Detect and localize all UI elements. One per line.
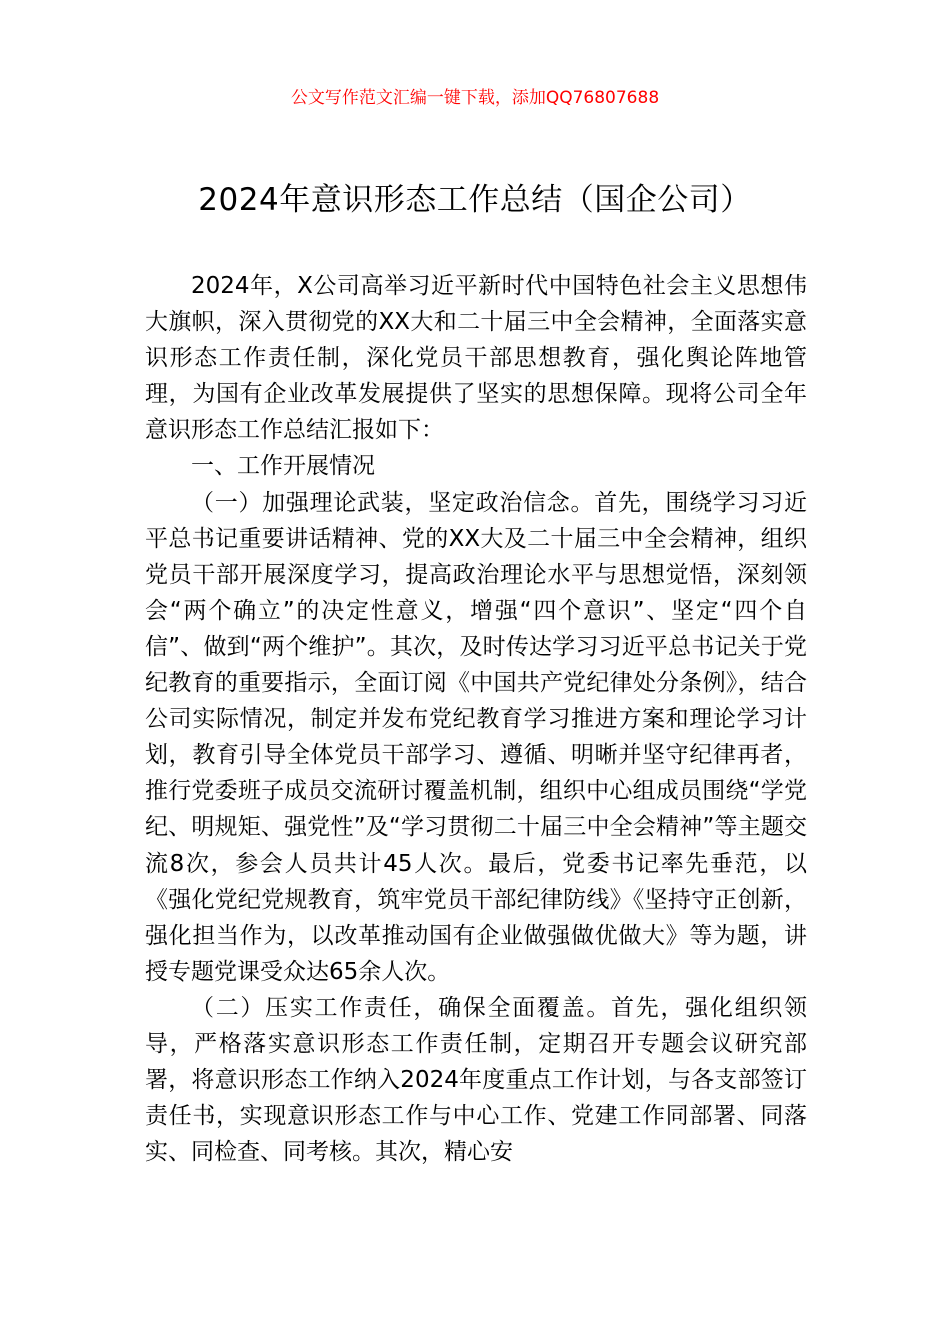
paragraph-section-1-1: （一）加强理论武装，坚定政治信念。首先，围绕学习习近平总书记重要讲话精神、党的XX大及二十届三中全会精神，组织党员干部开展深度学习，提高政治理论水平与思想觉悟，深刻领会“两个确立”的决定性意义，增强“四个意识”、坚定“四个自信”、做到“两个维护”。其次，及时传达学习习近平总书记关于党纪教育的重要指示，全面订阅《中国共产党纪律处分条例》，结合公司实际情况，制定并发布党纪教育学习推进方案和理论学习计划，教育引导全体党员干部学习、遵循、明晰并坚守纪律再者，推行党委班子成员交流研讨覆盖机制，组织中心组成员围绕“学党纪、明规矩、强党性”及“学习贯彻二十届三中全会精神”等主题交流8次，参会人员共计45人次。最后，党委书记率先垂范，以《强化党纪党规教育，筑牢党员干部纪律防线》《坚持守正创新，强化担当作为，以改革推动国有企业做强做优做大》等为题，讲授专题党课受众达65余人次。 (145, 489, 807, 985)
document-title: 2024年意识形态工作总结（国企公司） (198, 182, 752, 218)
document-body (145, 268, 807, 1170)
section-heading-1: 一、工作开展情况 (191, 453, 375, 480)
paragraph-section-1-2: （二）压实工作责任，确保全面覆盖。首先，强化组织领导，严格落实意识形态工作责任制，定期召开专题会议研究部署，将意识形态工作纳入2024年度重点工作计划，与各支部签订责任书，实现意识形态工作与中心工作、党建工作同部署、同落实、同检查、同考核。其次，精心安 (145, 994, 807, 1166)
paragraph-intro: 2024年，X公司高举习近平新时代中国特色社会主义思想伟大旗帜，深入贯彻党的XX大和二十届三中全会精神，全面落实意识形态工作责任制，深化党员干部思想教育，强化舆论阵地管理，为国有企业改革发展提供了坚实的思想保障。现将公司全年意识形态工作总结汇报如下： (145, 273, 807, 444)
download-banner[interactable]: 公文写作范文汇编一键下载，添加QQ76807688 (290, 88, 660, 108)
